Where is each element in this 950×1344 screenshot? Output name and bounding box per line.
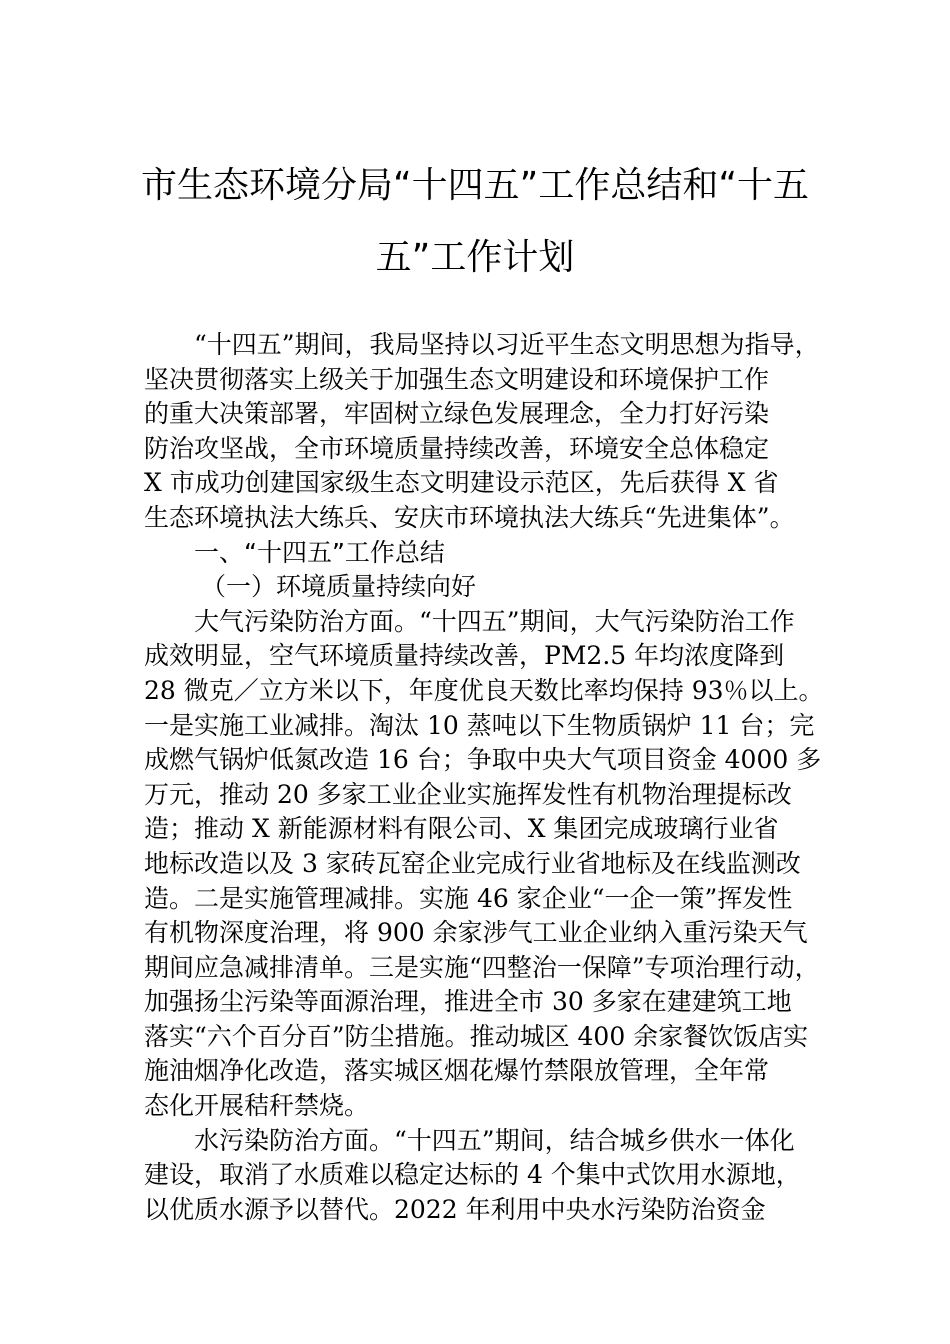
document-title-line-2: 五”工作计划 [375, 237, 575, 278]
subsection-heading: （一）环境质量持续向好 [201, 572, 477, 602]
paragraph-air-line: 造。二是实施管理减排。实施 46 家企业“一企一策”挥发性 [144, 883, 793, 913]
paragraph-air-line: 成燃气锅炉低氮改造 16 台；争取中央大气项目资金 4000 多 [144, 745, 822, 775]
paragraph-intro-line: 生态环境执法大练兵、安庆市环境执法大练兵“先进集体”。 [144, 502, 795, 532]
paragraph-intro-line: 的重大决策部署，牢固树立绿色发展理念，全力打好污染 [144, 399, 770, 429]
paragraph-air-line: 28 微克／立方米以下，年度优良天数比率均保持 93％以上。 [144, 675, 824, 705]
paragraph-air-line: 落实“六个百分百”防尘措施。推动城区 400 余家餐饮饭店实 [144, 1021, 809, 1051]
paragraph-intro-line: “十四五”期间，我局坚持以习近平生态文明思想为指导， [194, 330, 820, 359]
paragraph-air-line: 施油烟净化改造，落实城区烟花爆竹禁限放管理，全年常 [144, 1056, 770, 1086]
document-title-line-1: 市生态环境分局“十四五”工作总结和“十五 [141, 165, 809, 206]
paragraph-air-line: 加强扬尘污染等面源治理，推进全市 30 多家在建建筑工地 [144, 987, 792, 1017]
paragraph-air-line: 态化开展秸秆禁烧。 [144, 1091, 370, 1121]
paragraph-air-line: 造；推动 X 新能源材料有限公司、X 集团完成玻璃行业省 [144, 814, 779, 844]
paragraph-water-line: 水污染防治方面。“十四五”期间，结合城乡供水一体化 [194, 1125, 795, 1155]
document-body [144, 328, 834, 1227]
paragraph-air-line: 成效明显，空气环境质量持续改善，PM2.5 年均浓度降到 [144, 641, 785, 671]
paragraph-water-line: 以优质水源予以替代。2022 年利用中央水污染防治资金 [144, 1194, 766, 1224]
paragraph-intro-line: X 市成功创建国家级生态文明建设示范区，先后获得 X 省 [144, 468, 779, 498]
section-heading: 一、“十四五”工作总结 [194, 537, 445, 567]
paragraph-air-line: 地标改造以及 3 家砖瓦窑企业完成行业省地标及在线监测改 [144, 848, 801, 878]
paragraph-intro-line: 坚决贯彻落实上级关于加强生态文明建设和环境保护工作 [144, 364, 770, 394]
paragraph-air-line: 万元，推动 20 多家工业企业实施挥发性有机物治理提标改 [144, 779, 792, 809]
paragraph-water-line: 建设，取消了水质难以稳定达标的 4 个集中式饮用水源地， [144, 1160, 801, 1190]
paragraph-air-line: 一是实施工业减排。淘汰 10 蒸吨以下生物质锅炉 11 台；完 [144, 710, 815, 740]
paragraph-air-line: 期间应急减排清单。三是实施“四整治一保障”专项治理行动， [144, 952, 820, 982]
paragraph-air-line: 有机物深度治理，将 900 余家涉气工业企业纳入重污染天气 [144, 918, 808, 948]
paragraph-air-line: 大气污染防治方面。“十四五”期间，大气污染防治工作 [194, 606, 795, 636]
paragraph-intro-line: 防治攻坚战，全市环境质量持续改善，环境安全总体稳定 [144, 433, 770, 463]
